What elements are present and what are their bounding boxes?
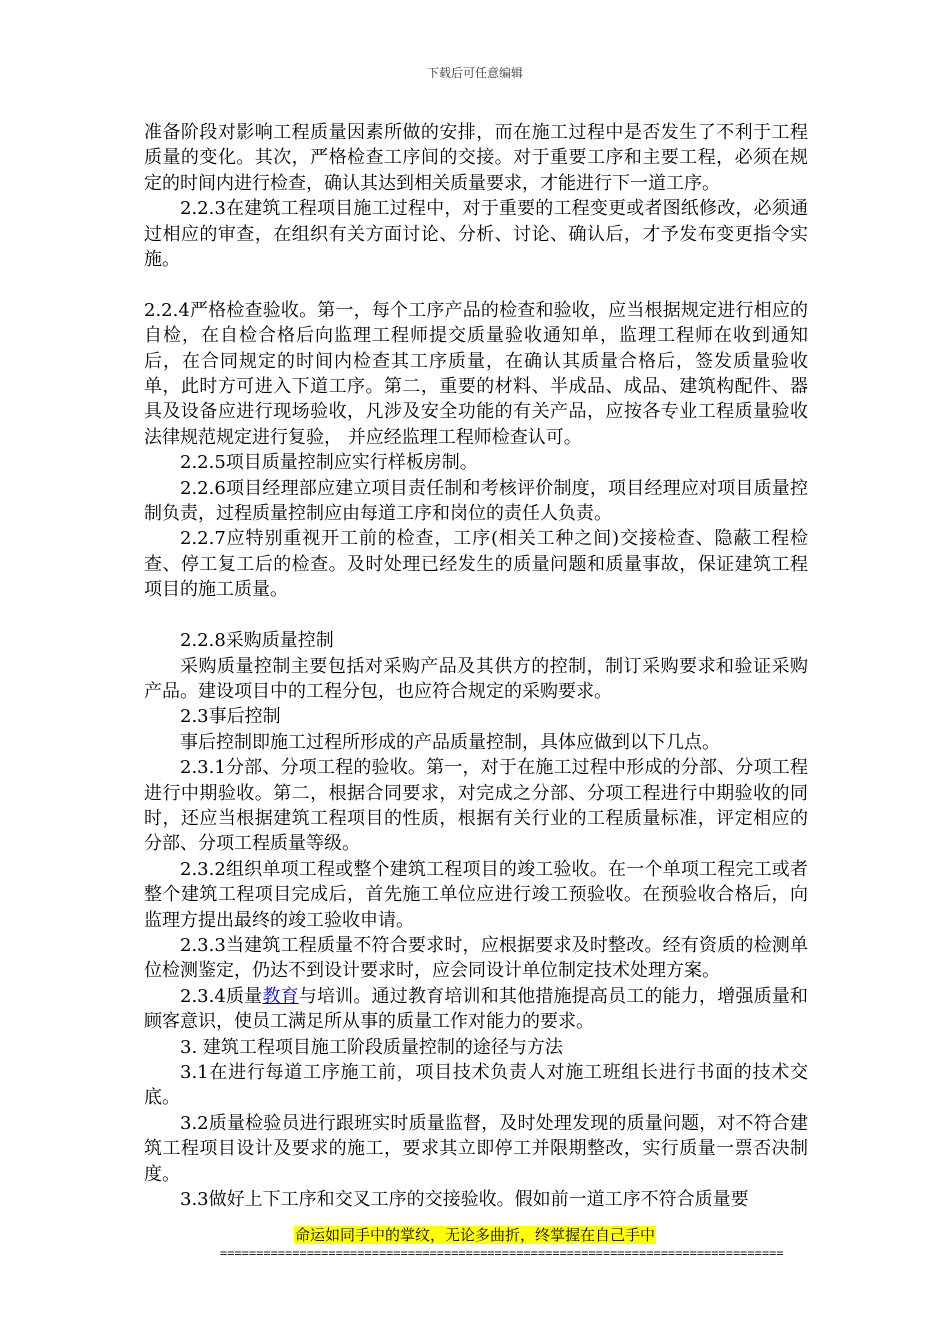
paragraph-2-3-4-after: 与培训。通过教育培训和其他措施提高员工的能力，增强质量和顾客意识，使员工满足所从事的质量工作对能力的要求。 (144, 985, 808, 1033)
paragraph-2-3-2: 2.3.2组织单项工程或整个建筑工程项目的竣工验收。在一个单项工程完工或者整个建筑工程项目完成后，首先施工单位应进行竣工预验收。在预验收合格后，向监理方提出最终的竣工验收申请。 (144, 858, 808, 931)
paragraph-2-2-3: 2.2.3在建筑工程项目施工过程中，对于重要的工程变更或者图纸修改，必须通过相应的审查，在组织有关方面讨论、分析、讨论、确认后，才予发布变更指令实施。 (144, 198, 808, 271)
document-body (144, 120, 808, 1212)
paragraph-2-2-4: 2.2.4严格检查验收。第一，每个工序产品的检查和验收，应当根据规定进行相应的自检，在自检合格后向监理工程师提交质量验收通知单，监理工程师在收到通知后，在合同规定的时间内检查其工序质量，在确认其质量合格后，签发质量验收单，此时方可进入下道工序。第二，重要的材料、半成品、成品、建筑构配件、器具及设备应进行现场验收，凡涉及安全功能的有关产品，应按各专业工程质量验收法律规范规定进行复验， 并应经监理工程师检查认可。 (144, 299, 808, 448)
paragraph-2-3-4 (144, 984, 808, 1035)
page-header-note: 下载后可任意编辑 (426, 66, 523, 80)
heading-2-3: 2.3事后控制 (180, 706, 281, 728)
footer-rule: ============================================================================== (220, 1246, 784, 1260)
education-link[interactable]: 教育 (262, 985, 299, 1007)
heading-section-3: 3. 建筑工程项目施工阶段质量控制的途径与方法 (180, 1036, 563, 1058)
paragraph-2-2-6: 2.2.6项目经理部应建立项目责任制和考核评价制度，项目经理应对项目质量控制负责，过程质量控制应由每道工序和岗位的责任人负责。 (144, 477, 808, 525)
heading-2-2-8: 2.2.8采购质量控制 (180, 630, 334, 652)
paragraph-2-2-7: 2.2.7应特别重视开工前的检查，工序(相关工种之间)交接检查、隐蔽工程检查、停工复工后的检查。及时处理已经发生的质量问题和质量事故，保证建筑工程项目的施工质量。 (144, 528, 808, 601)
paragraph-2-3-4-before: 2.3.4质量 (180, 985, 263, 1007)
paragraph-2-3-1: 2.3.1分部、分项工程的验收。第一，对于在施工过程中形成的分部、分项工程进行中期验收。第二，根据合同要求，对完成之分部、分项工程进行中期验收的同时，还应当根据建筑工程项目的性质，根据有关行业的工程质量标准，评定相应的分部、分项工程质量等级。 (144, 757, 808, 855)
paragraph-3-1: 3.1在进行每道工序施工前，项目技术负责人对施工班组长进行书面的技术交底。 (144, 1062, 808, 1109)
paragraph-continuation: 准备阶段对影响工程质量因素所做的安排，而在施工过程中是否发生了不利于工程质量的变化。其次，严格检查工序间的交接。对于重要工序和主要工程，必须在规定的时间内进行检查，确认其达到相关质量要求，才能进行下一道工序。 (144, 122, 808, 194)
paragraph-procurement: 采购质量控制主要包括对采购产品及其供方的控制，制订采购要求和验证采购产品。建设项目中的工程分包，也应符合规定的采购要求。 (144, 655, 808, 702)
paragraph-2-3-3: 2.3.3当建筑工程质量不符合要求时，应根据要求及时整改。经有资质的检测单位检测鉴定，仍达不到设计要求时，应会同设计单位制定技术处理方案。 (144, 934, 808, 982)
paragraph-3-3: 3.3做好上下工序和交叉工序的交接验收。假如前一道工序不符合质量要 (180, 1189, 749, 1211)
paragraph-3-2: 3.2质量检验员进行跟班实时质量监督，及时处理发现的质量问题，对不符合建筑工程项目设计及要求的施工，要求其立即停工并限期整改，实行质量一票否决制度。 (144, 1112, 808, 1185)
footer-slogan: 命运如同手中的掌纹，无论多曲折，终掌握在自己手中 (294, 1226, 655, 1244)
paragraph-2-2-5: 2.2.5项目质量控制应实行样板房制。 (180, 452, 478, 474)
paragraph-post-control: 事后控制即施工过程所形成的产品质量控制，具体应做到以下几点。 (180, 731, 720, 753)
